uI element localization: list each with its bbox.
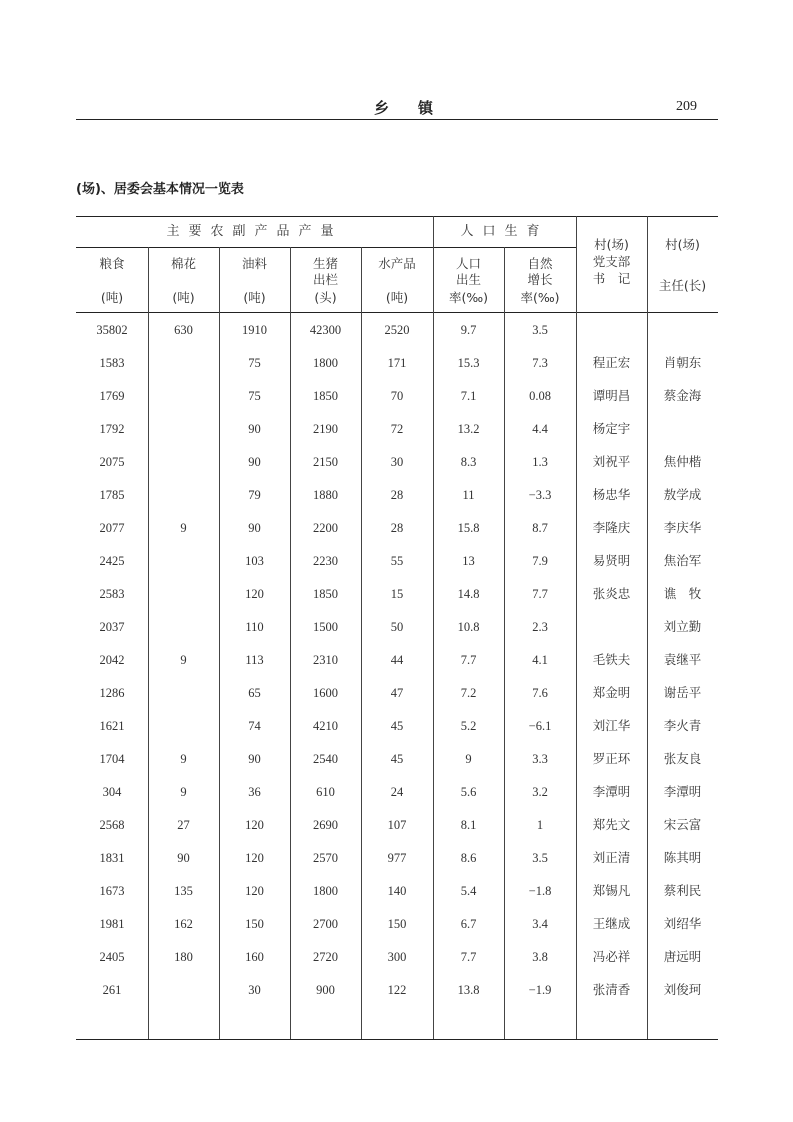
value-cell: 2200 bbox=[313, 521, 338, 535]
value-cell: 2190 bbox=[313, 422, 338, 436]
value-cell: 1981 bbox=[99, 917, 125, 931]
value-cell: 2150 bbox=[313, 455, 338, 469]
value-cell: 14.8 bbox=[457, 587, 480, 601]
name-cell: 易贤明 bbox=[592, 553, 631, 568]
name-cell: 陈其明 bbox=[663, 850, 702, 865]
column-header-unit: 主任(长) bbox=[658, 278, 707, 293]
value-cell: 1769 bbox=[99, 389, 125, 403]
value-cell: 9 bbox=[465, 752, 472, 766]
value-cell: 2568 bbox=[99, 818, 125, 832]
value-cell: 28 bbox=[390, 521, 404, 535]
value-cell: 9.7 bbox=[460, 323, 477, 337]
column-header-label: 人口 出生 bbox=[455, 256, 481, 287]
value-cell: 45 bbox=[390, 719, 404, 733]
table-header-rule bbox=[76, 312, 718, 313]
value-cell: 3.5 bbox=[532, 851, 548, 865]
value-cell: 90 bbox=[248, 455, 261, 469]
value-cell: 30 bbox=[390, 455, 404, 469]
value-cell: 9 bbox=[180, 521, 187, 535]
value-cell: 1621 bbox=[99, 719, 125, 733]
name-cell: 李潭明 bbox=[592, 784, 631, 799]
value-cell: 7.3 bbox=[532, 356, 548, 370]
group-header-agri: 主要农副产品产量 bbox=[166, 224, 343, 239]
value-cell: 7.7 bbox=[460, 653, 477, 667]
value-cell: 44 bbox=[390, 653, 404, 667]
value-cell: 2.3 bbox=[532, 620, 548, 634]
value-cell: 79 bbox=[248, 488, 261, 502]
value-cell: 7.9 bbox=[532, 554, 548, 568]
value-cell: 1800 bbox=[313, 356, 338, 370]
name-cell: 肖朝东 bbox=[663, 355, 702, 370]
column-header-label: 村(场) bbox=[665, 237, 700, 252]
value-cell: 9 bbox=[180, 785, 187, 799]
value-cell: 2075 bbox=[99, 455, 125, 469]
value-cell: 30 bbox=[248, 983, 261, 997]
table-bottom-rule bbox=[76, 1039, 718, 1040]
value-cell: 3.3 bbox=[532, 752, 548, 766]
value-cell: 90 bbox=[177, 851, 190, 865]
value-cell: 11 bbox=[462, 488, 475, 502]
value-cell: 0.08 bbox=[529, 389, 551, 403]
column-header-unit: (吨) bbox=[385, 290, 409, 305]
value-cell: 2037 bbox=[99, 620, 125, 634]
value-cell: 630 bbox=[174, 323, 193, 337]
column-header-unit: (吨) bbox=[243, 290, 266, 305]
value-cell: 15.3 bbox=[457, 356, 480, 370]
name-cell: 王继成 bbox=[592, 916, 631, 931]
value-cell: 36 bbox=[248, 785, 261, 799]
value-cell: 4.1 bbox=[532, 653, 548, 667]
name-cell: 蔡金海 bbox=[663, 388, 702, 403]
value-cell: 107 bbox=[387, 818, 407, 832]
value-cell: 1673 bbox=[99, 884, 125, 898]
value-cell: 2405 bbox=[99, 950, 125, 964]
value-cell: 1792 bbox=[99, 422, 125, 436]
value-cell: 65 bbox=[248, 686, 261, 700]
name-cell: 宋云富 bbox=[663, 817, 702, 832]
value-cell: 160 bbox=[245, 950, 264, 964]
value-cell: 120 bbox=[245, 884, 264, 898]
name-cell: 李隆庆 bbox=[592, 520, 631, 535]
column-header-unit: (吨) bbox=[100, 290, 124, 305]
value-cell: 1880 bbox=[313, 488, 338, 502]
value-cell: 90 bbox=[248, 752, 261, 766]
value-cell: 45 bbox=[390, 752, 404, 766]
value-cell: 8.6 bbox=[460, 851, 477, 865]
value-cell: 74 bbox=[248, 719, 261, 733]
name-cell: 张清香 bbox=[592, 982, 631, 997]
column-header-label: 油料 bbox=[241, 256, 267, 271]
value-cell: 2700 bbox=[313, 917, 338, 931]
value-cell: 90 bbox=[248, 422, 261, 436]
header-rule bbox=[76, 119, 718, 120]
value-cell: 7.6 bbox=[532, 686, 548, 700]
value-cell: 55 bbox=[390, 554, 404, 568]
value-cell: 2720 bbox=[313, 950, 338, 964]
table-title: (场)、居委会基本情况一览表 bbox=[76, 182, 244, 197]
value-cell: 24 bbox=[390, 785, 404, 799]
value-cell: 1850 bbox=[313, 389, 338, 403]
value-cell: 4210 bbox=[313, 719, 338, 733]
name-cell: 张友良 bbox=[663, 751, 702, 766]
value-cell: 13.8 bbox=[457, 983, 480, 997]
value-cell: 2570 bbox=[313, 851, 338, 865]
name-cell: 程正宏 bbox=[592, 355, 631, 370]
value-cell: 2540 bbox=[313, 752, 338, 766]
value-cell: 5.2 bbox=[460, 719, 477, 733]
value-cell: 3.4 bbox=[532, 917, 548, 931]
value-cell: 72 bbox=[390, 422, 404, 436]
value-cell: 3.2 bbox=[532, 785, 548, 799]
value-cell: 135 bbox=[174, 884, 193, 898]
value-cell: 977 bbox=[387, 851, 407, 865]
value-cell: 261 bbox=[102, 983, 122, 997]
value-cell: −1.8 bbox=[528, 884, 552, 898]
value-cell: 9 bbox=[180, 752, 187, 766]
value-cell: 7.7 bbox=[460, 950, 477, 964]
value-cell: 15.8 bbox=[457, 521, 480, 535]
value-cell: 900 bbox=[316, 983, 335, 997]
value-cell: 120 bbox=[245, 818, 264, 832]
value-cell: 610 bbox=[316, 785, 335, 799]
value-cell: 1704 bbox=[99, 752, 125, 766]
column-header-label: 生猪 出栏 bbox=[312, 256, 338, 287]
value-cell: 3.8 bbox=[532, 950, 548, 964]
name-cell: 袁继平 bbox=[663, 652, 702, 667]
value-cell: 3.5 bbox=[532, 323, 548, 337]
value-cell: 7.2 bbox=[460, 686, 477, 700]
name-cell: 刘正清 bbox=[592, 850, 631, 865]
value-cell: 162 bbox=[174, 917, 193, 931]
section-char: 乡 bbox=[374, 99, 391, 117]
name-cell: 郑锡凡 bbox=[592, 883, 631, 898]
value-cell: 35802 bbox=[96, 323, 128, 337]
value-cell: 2425 bbox=[99, 554, 125, 568]
value-cell: 6.7 bbox=[460, 917, 477, 931]
section-char: 镇 bbox=[418, 99, 435, 117]
value-cell: 75 bbox=[248, 356, 261, 370]
value-cell: 15 bbox=[390, 587, 404, 601]
name-cell: 敖学成 bbox=[663, 487, 702, 502]
value-cell: −6.1 bbox=[528, 719, 552, 733]
group-header-pop: 人口生育 bbox=[460, 224, 549, 239]
value-cell: 8.7 bbox=[532, 521, 548, 535]
value-cell: 8.1 bbox=[460, 818, 477, 832]
column-header-label: 水产品 bbox=[378, 256, 416, 271]
name-cell: 唐远明 bbox=[663, 949, 702, 964]
value-cell: 1910 bbox=[242, 323, 267, 337]
value-cell: 1831 bbox=[99, 851, 125, 865]
name-cell: 杨定宇 bbox=[592, 421, 631, 436]
value-cell: 1500 bbox=[313, 620, 338, 634]
value-cell: 50 bbox=[390, 620, 404, 634]
value-cell: 28 bbox=[390, 488, 404, 502]
group-rule bbox=[76, 247, 576, 248]
value-cell: 27 bbox=[177, 818, 190, 832]
value-cell: 103 bbox=[245, 554, 264, 568]
value-cell: 2042 bbox=[99, 653, 125, 667]
column-header-label: 棉花 bbox=[170, 256, 196, 271]
name-cell: 刘祝平 bbox=[592, 454, 631, 469]
value-cell: 2230 bbox=[313, 554, 338, 568]
value-cell: 70 bbox=[390, 389, 404, 403]
value-cell: 8.3 bbox=[460, 455, 477, 469]
value-cell: 150 bbox=[245, 917, 264, 931]
value-cell: 120 bbox=[245, 587, 264, 601]
name-cell: 谭明昌 bbox=[592, 388, 631, 403]
name-cell: 郑先文 bbox=[592, 817, 631, 832]
value-cell: 4.4 bbox=[532, 422, 548, 436]
name-cell: 刘江华 bbox=[592, 718, 631, 733]
value-cell: 1800 bbox=[313, 884, 338, 898]
name-cell: 毛铁夫 bbox=[592, 652, 631, 667]
name-cell: 罗正环 bbox=[592, 751, 631, 766]
section-title bbox=[360, 97, 448, 118]
value-cell: 5.6 bbox=[460, 785, 477, 799]
value-cell: 1.3 bbox=[532, 455, 548, 469]
name-cell: 谢岳平 bbox=[663, 685, 702, 700]
value-cell: 150 bbox=[387, 917, 407, 931]
value-cell: −1.9 bbox=[528, 983, 552, 997]
name-cell: 焦治军 bbox=[663, 553, 702, 568]
value-cell: 2520 bbox=[384, 323, 410, 337]
value-cell: 140 bbox=[387, 884, 407, 898]
value-cell: 1600 bbox=[313, 686, 338, 700]
value-cell: 7.7 bbox=[532, 587, 548, 601]
column-header-label: 自然 增长 bbox=[527, 256, 553, 287]
value-cell: 13.2 bbox=[457, 422, 480, 436]
name-cell: 刘立勤 bbox=[663, 619, 702, 634]
value-cell: 5.4 bbox=[460, 884, 477, 898]
value-cell: 75 bbox=[248, 389, 261, 403]
value-cell: 7.1 bbox=[460, 389, 477, 403]
value-cell: 110 bbox=[245, 620, 264, 634]
value-cell: 10.8 bbox=[457, 620, 480, 634]
value-cell: 2583 bbox=[99, 587, 125, 601]
name-cell: 蔡利民 bbox=[663, 883, 702, 898]
value-cell: 171 bbox=[387, 356, 407, 370]
name-cell: 李火青 bbox=[663, 718, 702, 733]
name-cell: 郑金明 bbox=[592, 685, 631, 700]
value-cell: 2077 bbox=[99, 521, 125, 535]
value-cell: 113 bbox=[245, 653, 264, 667]
column-header-label: 村(场) 党支部 书 记 bbox=[592, 237, 631, 286]
column-header-unit: 率(‰) bbox=[448, 290, 489, 305]
value-cell: 2310 bbox=[313, 653, 338, 667]
name-cell: 冯必祥 bbox=[592, 949, 631, 964]
table-top-rule bbox=[76, 216, 718, 217]
name-cell: 杨忠华 bbox=[592, 487, 631, 502]
name-cell: 刘俊珂 bbox=[663, 982, 702, 997]
value-cell: 42300 bbox=[309, 323, 342, 337]
name-cell: 谯 牧 bbox=[663, 586, 702, 601]
value-cell: 1583 bbox=[99, 356, 125, 370]
value-cell: 13 bbox=[462, 554, 475, 568]
value-cell: 9 bbox=[180, 653, 187, 667]
value-cell: 90 bbox=[248, 521, 261, 535]
value-cell: 304 bbox=[102, 785, 122, 799]
value-cell: 2690 bbox=[313, 818, 338, 832]
value-cell: 1286 bbox=[99, 686, 125, 700]
value-cell: −3.3 bbox=[528, 488, 552, 502]
name-cell: 李潭明 bbox=[663, 784, 702, 799]
column-header-unit: (头) bbox=[314, 290, 337, 305]
name-cell: 张炎忠 bbox=[592, 586, 631, 601]
name-cell: 焦仲楷 bbox=[663, 454, 702, 469]
value-cell: 1785 bbox=[99, 488, 125, 502]
value-cell: 1850 bbox=[313, 587, 338, 601]
value-cell: 1 bbox=[536, 818, 544, 832]
column-header-label: 粮食 bbox=[99, 256, 125, 271]
value-cell: 47 bbox=[390, 686, 404, 700]
column-header-unit: (吨) bbox=[172, 290, 195, 305]
name-cell: 李庆华 bbox=[663, 520, 702, 535]
value-cell: 180 bbox=[174, 950, 193, 964]
column-header-unit: 率(‰) bbox=[520, 290, 560, 305]
value-cell: 120 bbox=[245, 851, 264, 865]
value-cell: 300 bbox=[387, 950, 407, 964]
value-cell: 122 bbox=[387, 983, 407, 997]
name-cell: 刘绍华 bbox=[663, 916, 702, 931]
page-number: 209 bbox=[676, 99, 697, 114]
